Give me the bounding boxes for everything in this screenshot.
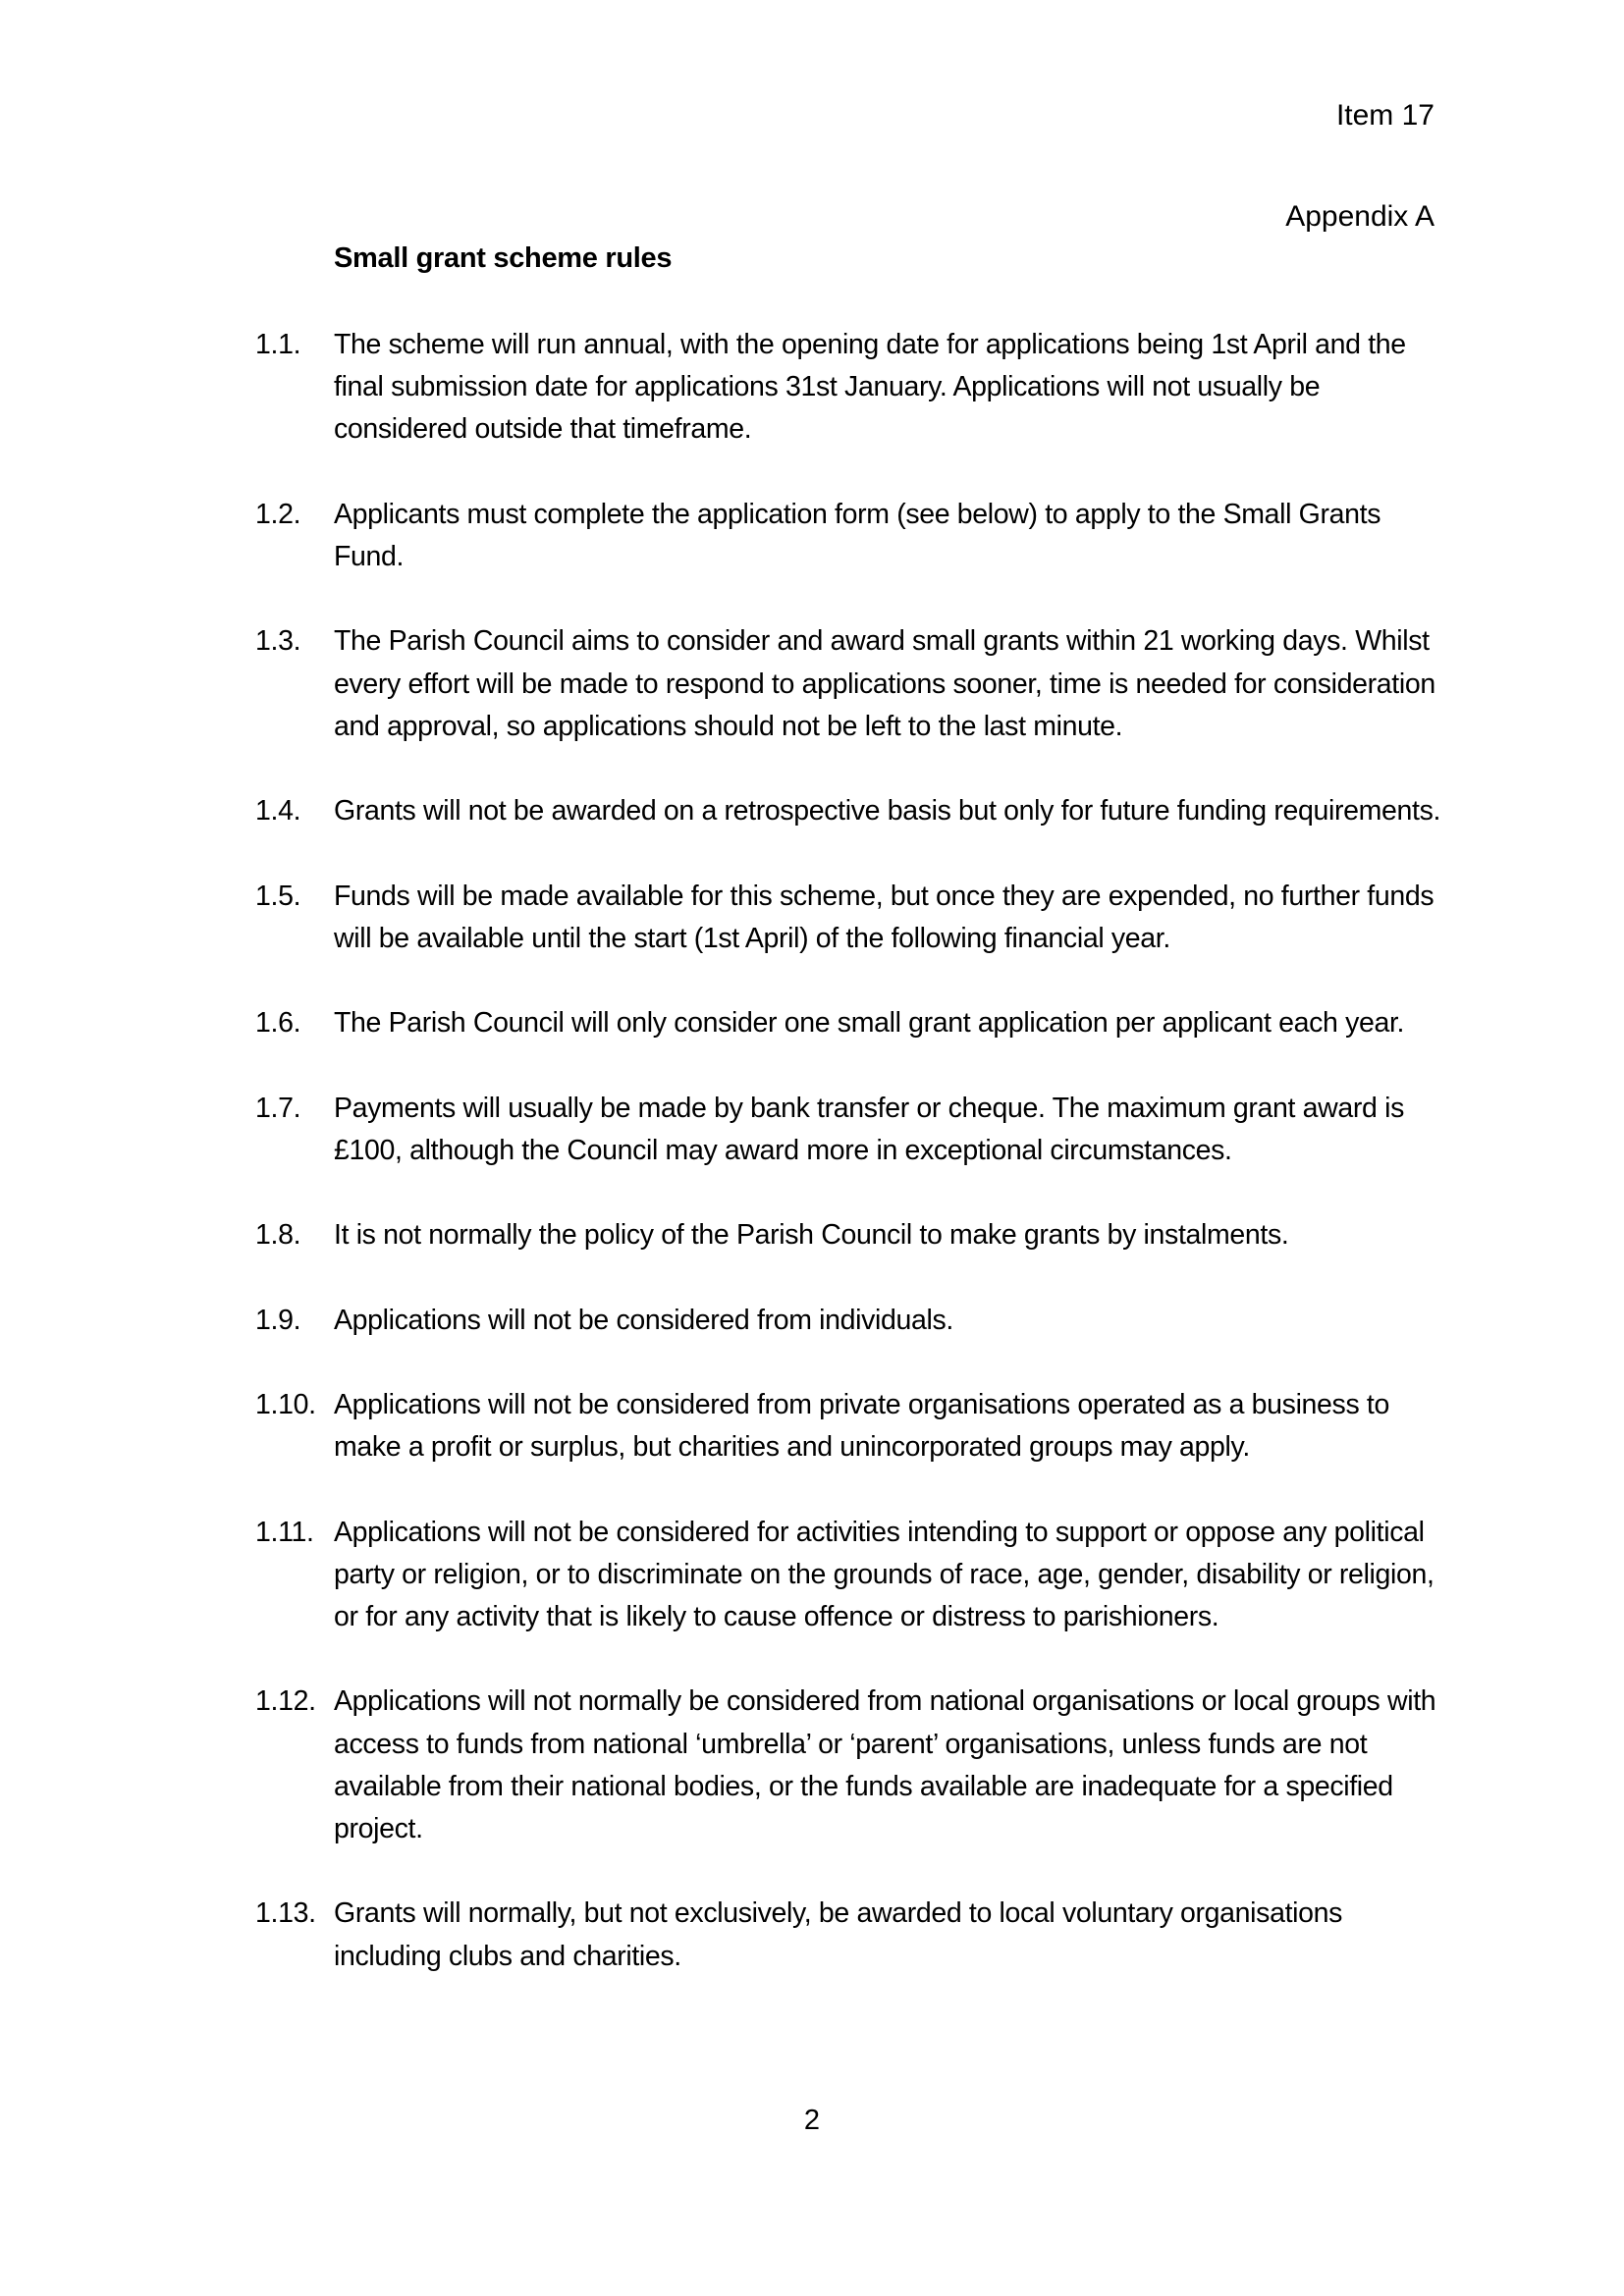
- rule-item: [255, 620, 1443, 748]
- appendix-reference: Appendix A: [1285, 200, 1435, 233]
- rule-number: 1.4.: [255, 795, 301, 828]
- rule-item: [255, 1002, 1443, 1044]
- rule-text: Payments will usually be made by bank transfer or cheque. The maximum grant award is £100, although the Council may award more in exceptional circumstances.: [334, 1092, 1405, 1166]
- rule-number: 1.12.: [255, 1685, 316, 1718]
- rule-item: [255, 876, 1443, 960]
- rule-text: Grants will normally, but not exclusively, be awarded to local voluntary organisations including clubs and charities.: [334, 1897, 1343, 1972]
- rules-list: [255, 324, 1443, 2020]
- rule-number: 1.7.: [255, 1092, 301, 1124]
- rule-number: 1.8.: [255, 1219, 301, 1252]
- rule-text: The Parish Council aims to consider and award small grants within 21 working days. Whilst every effort will be made to respond to applications sooner, time is needed for consideration and approval, so applications should not be left to the last minute.: [334, 625, 1435, 742]
- rule-number: 1.11.: [255, 1516, 314, 1548]
- rule-number: 1.13.: [255, 1897, 316, 1930]
- rule-item: [255, 1088, 1443, 1172]
- rule-text: Applications will not be considered for activities intending to support or oppose any political party or religion, or to discriminate on the grounds of race, age, gender, disability or religion, or for any activity that is likely to cause offence or distress to parishioners.: [334, 1516, 1435, 1632]
- rule-item: [255, 324, 1443, 452]
- document-title: Small grant scheme rules: [334, 242, 673, 274]
- item-reference: Item 17: [1335, 99, 1435, 132]
- rule-text: Grants will not be awarded on a retrospective basis but only for future funding requirements.: [334, 795, 1441, 828]
- rule-item: [255, 1681, 1443, 1850]
- rule-text: The scheme will run annual, with the opening date for applications being 1st April and the final submission date for applications 31st January. Applications will not usually be considered outside that timeframe.: [334, 329, 1406, 446]
- rule-number: 1.9.: [255, 1304, 301, 1336]
- rule-number: 1.1.: [255, 329, 301, 360]
- rule-text: Applications will not be considered from private organisations operated as a business to make a profit or surplus, but charities and unincorporated groups may apply.: [334, 1388, 1389, 1464]
- rule-text: It is not normally the policy of the Parish Council to make grants by instalments.: [334, 1219, 1289, 1252]
- rule-text: Applications will not normally be considered from national organisations or local groups with access to funds from national ‘umbrella’ or ‘parent’ organisations, unless funds are not available from their national bodies, or the funds available are inadequate for a specified project.: [334, 1685, 1436, 1844]
- rule-text: Applicants must complete the application form (see below) to apply to the Small Grants Fund.: [334, 498, 1381, 572]
- rule-number: 1.10.: [255, 1388, 316, 1420]
- rule-text: Applications will not be considered from individuals.: [334, 1304, 953, 1336]
- rule-number: 1.5.: [255, 880, 301, 912]
- rule-text: Funds will be made available for this scheme, but once they are expended, no further funds will be available until the start (1st April) of the following financial year.: [334, 880, 1435, 954]
- rule-item: [255, 1512, 1443, 1639]
- rule-number: 1.3.: [255, 625, 301, 658]
- rule-item: [255, 1300, 1443, 1342]
- rule-item: [255, 1214, 1443, 1256]
- rule-item: [255, 790, 1443, 832]
- rule-number: 1.2.: [255, 498, 301, 530]
- rule-item: [255, 1893, 1443, 1977]
- page-number: 2: [803, 2105, 821, 2136]
- rule-item: [255, 494, 1443, 578]
- rule-text: The Parish Council will only consider one small grant application per applicant each year.: [334, 1007, 1405, 1040]
- rule-item: [255, 1384, 1443, 1468]
- rule-number: 1.6.: [255, 1007, 301, 1040]
